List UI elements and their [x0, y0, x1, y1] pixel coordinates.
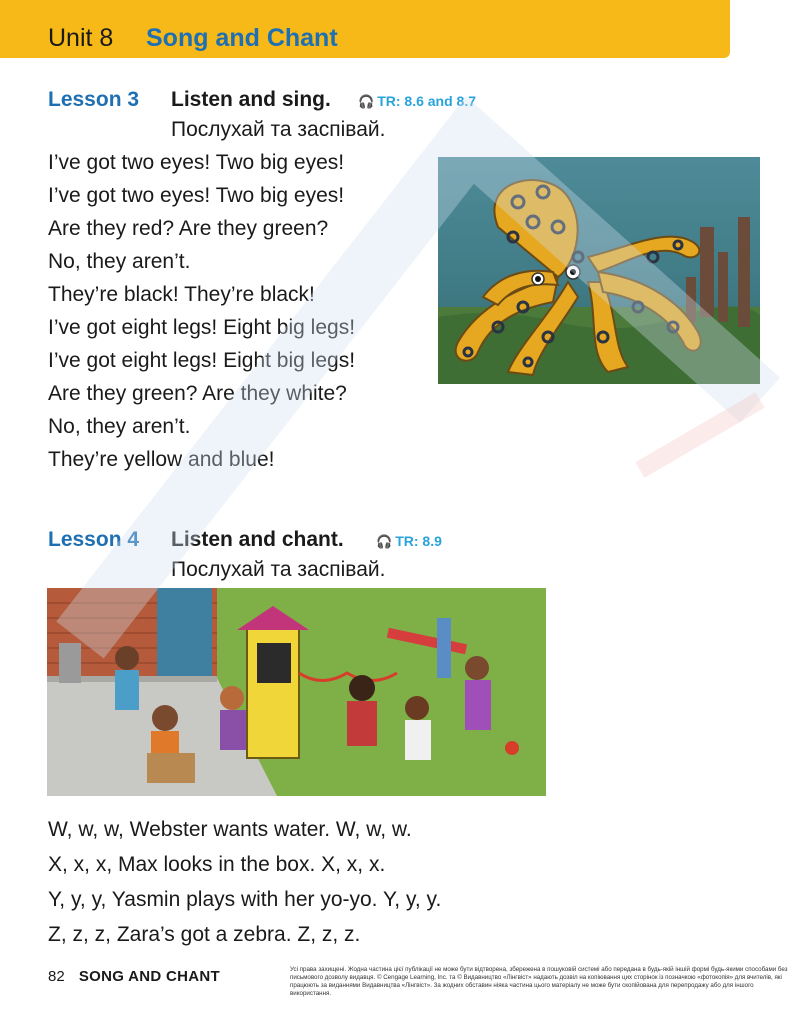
section-name: SONG AND CHANT: [78, 968, 221, 985]
song-line: No, they aren’t.: [48, 250, 191, 273]
lesson3-track-label: TR: 8.6 and 8.7: [377, 93, 476, 109]
song-line: They’re yellow and blue!: [48, 448, 275, 471]
lesson4-instruction: Listen and chant.: [171, 528, 344, 551]
song-lyrics: [48, 146, 355, 476]
octopus-illustration: [438, 157, 760, 384]
chant-line: Z, z, z, Zara’s got a zebra. Z, z, z.: [48, 923, 361, 946]
song-line: I’ve got eight legs! Eight big legs!: [48, 316, 356, 339]
lesson3-instruction: Listen and sing.: [171, 88, 331, 111]
song-line: I’ve got two eyes! Two big eyes!: [48, 151, 345, 174]
chant-lines: [48, 812, 441, 952]
lesson3-translation: Послухай та заспівай.: [171, 118, 386, 141]
lesson3-track[interactable]: [358, 93, 476, 110]
headphones-icon: 🎧: [358, 94, 375, 109]
lesson4-label: Lesson 4: [48, 528, 140, 551]
lesson4-translation: Послухай та заспівай.: [171, 558, 386, 581]
song-line: No, they aren’t.: [48, 415, 191, 438]
headphones-icon: 🎧: [376, 534, 393, 549]
page-footer: [48, 968, 220, 985]
lesson4-track[interactable]: [376, 533, 442, 550]
lesson4-track-label: TR: 8.9: [395, 533, 442, 549]
page-number: 82: [48, 968, 65, 985]
song-line: They’re black! They’re black!: [48, 283, 315, 306]
chant-line: X, x, x, Max looks in the box. X, x, x.: [48, 853, 386, 876]
song-line: I’ve got two eyes! Two big eyes!: [48, 184, 345, 207]
unit-title: Song and Chant: [146, 24, 338, 52]
chant-line: Y, y, y, Yasmin plays with her yo-yo. Y, y, y.: [48, 888, 442, 911]
unit-number: Unit 8: [48, 24, 114, 52]
song-line: Are they red? Are they green?: [48, 217, 329, 240]
song-line: I’ve got eight legs! Eight big legs!: [48, 349, 356, 372]
lesson3-label: Lesson 3: [48, 88, 140, 111]
unit-header: [0, 0, 730, 58]
chant-line: W, w, w, Webster wants water. W, w, w.: [48, 818, 412, 841]
song-line: Are they green? Are they white?: [48, 382, 347, 405]
copyright-notice: Усі права захищені. Жодна частина цієї публікації не може бути відтворена, збережена в пошуковій системі або передана в будь-якій іншій формі будь-якими способами без письмового дозволу видавця. © Cengage Learning, Inc. та © Видавництво «Лінгвіст» надають дозвіл на копіювання цих сторінок із позначкою «фотокопія» для вчителів, які працюють за виданнями Видавництва «Лінгвіст». За жодних обставин ніяка частина цього матеріалу не може бути скопійована для перепродажу або для іншого використання.: [290, 966, 788, 997]
playground-illustration: [47, 588, 546, 796]
